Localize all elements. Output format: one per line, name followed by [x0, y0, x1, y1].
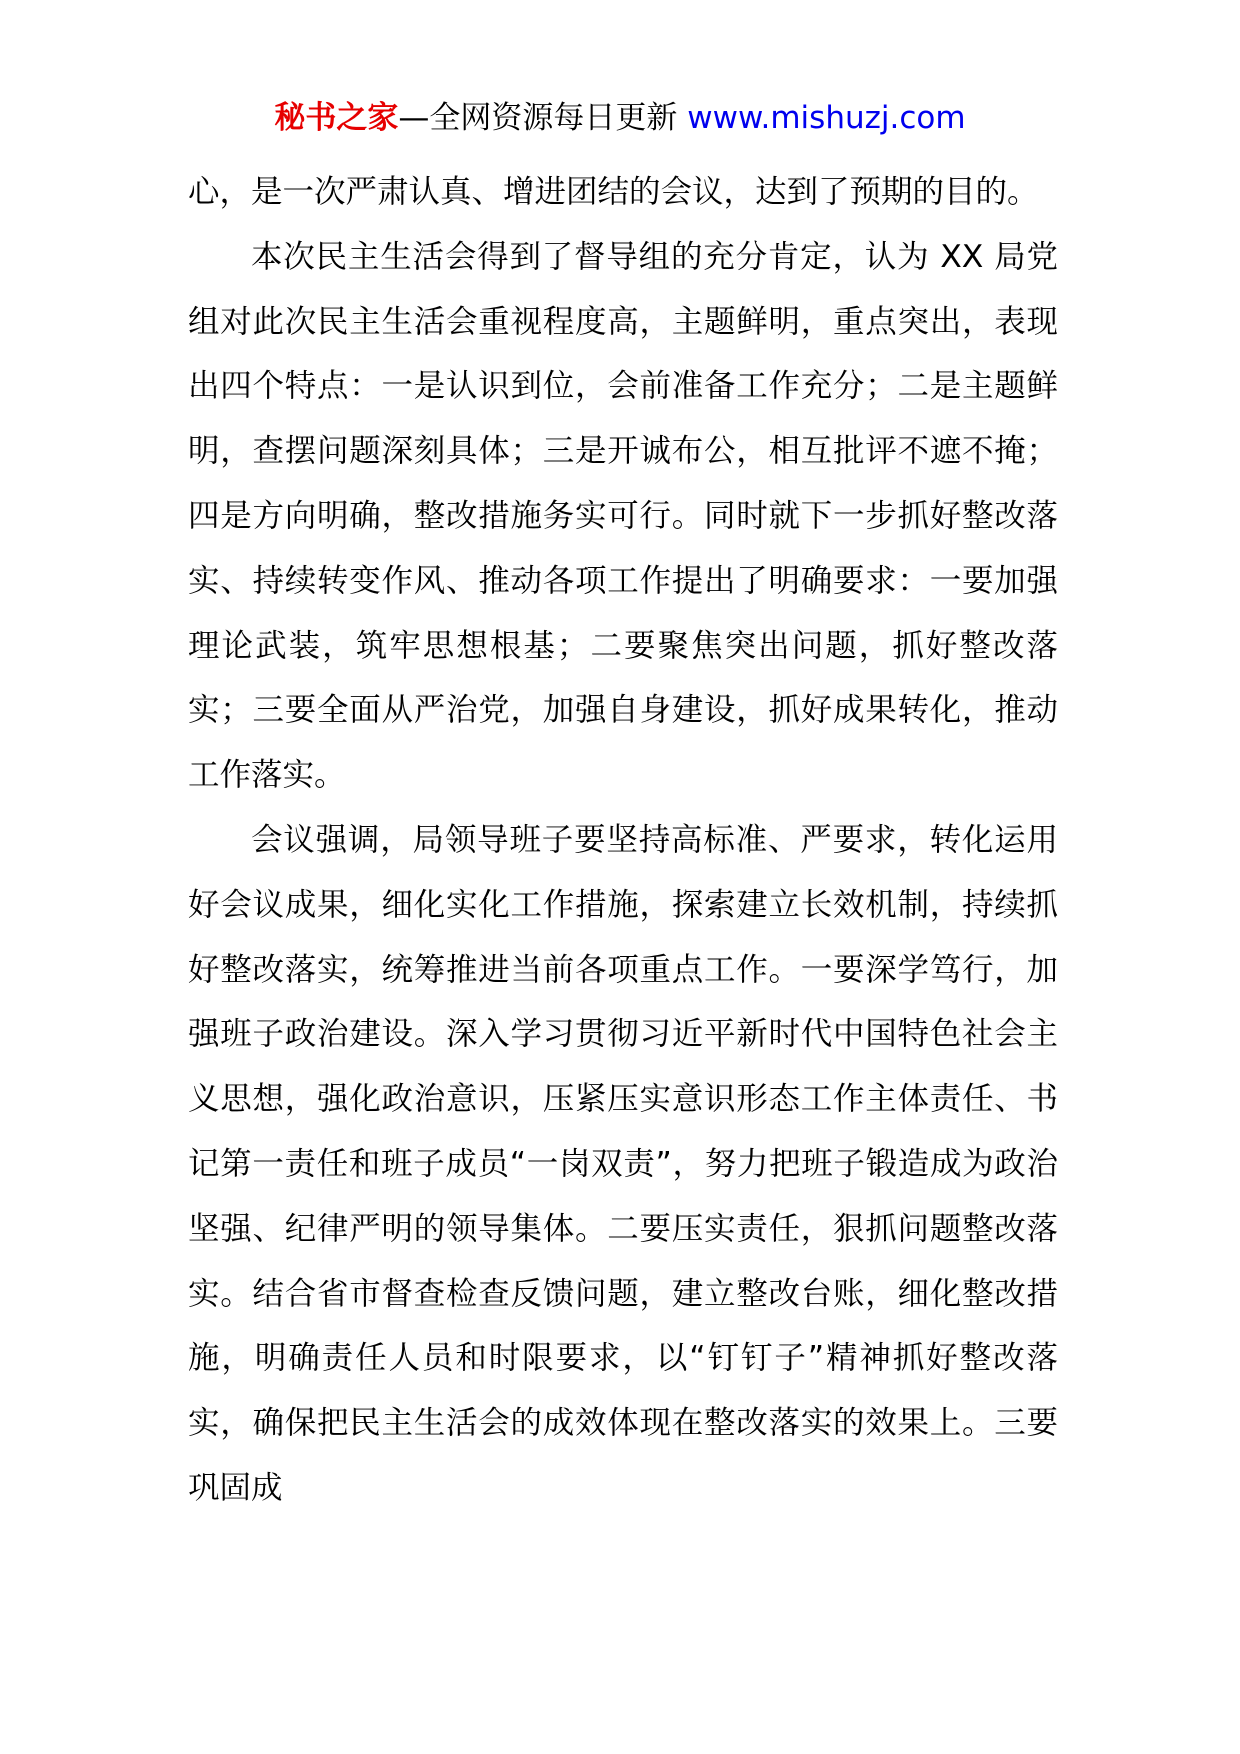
paragraph-meeting-emphasis: 会议强调，局领导班子要坚持高标准、严要求，转化运用好会议成果，细化实化工作措施，探索建立长效机制，持续抓好整改落实，统筹推进当前各项重点工作。一要深学笃行，加强班子政治建设。深入学习贯彻习近平新时代中国特色社会主义思想，强化政治意识，压紧压实意识形态工作主体责任、书记第一责任和班子成员“一岗双责”，努力把班子锻造成为政治坚强、纪律严明的领导集体。二要压实责任，狠抓问题整改落实。结合省市督查检查反馈问题，建立整改台账，细化整改措施，明确责任人员和时限要求，以“钉钉子”精神抓好整改落实，确保把民主生活会的成效体现在整改落实的效果上。三要巩固成	[188, 821, 1058, 1506]
document-body	[188, 160, 1058, 1521]
site-slogan: —全网资源每日更新	[398, 100, 688, 136]
paragraph-review-feedback: 本次民主生活会得到了督导组的充分肯定，认为 XX 局党组对此次民主生活会重视程度高，主题鲜明，重点突出，表现出四个特点：一是认识到位，会前准备工作充分；二是主题鲜明，查摆问题深刻具体；三是开诚布公，相互批评不遮不掩；四是方向明确，整改措施务实可行。同时就下一步抓好整改落实、持续转变作风、推动各项工作提出了明确要求：一要加强理论武装，筑牢思想根基；二要聚焦突出问题，抓好整改落实；三要全面从严治党，加强自身建设，抓好成果转化，推动工作落实。	[188, 238, 1058, 794]
site-url-link[interactable]: www.mishuzj.com	[687, 100, 966, 136]
site-brand: 秘书之家	[274, 100, 399, 136]
site-header	[0, 98, 1240, 138]
paragraph-continuation: 心，是一次严肃认真、增进团结的会议，达到了预期的目的。	[188, 174, 1039, 210]
